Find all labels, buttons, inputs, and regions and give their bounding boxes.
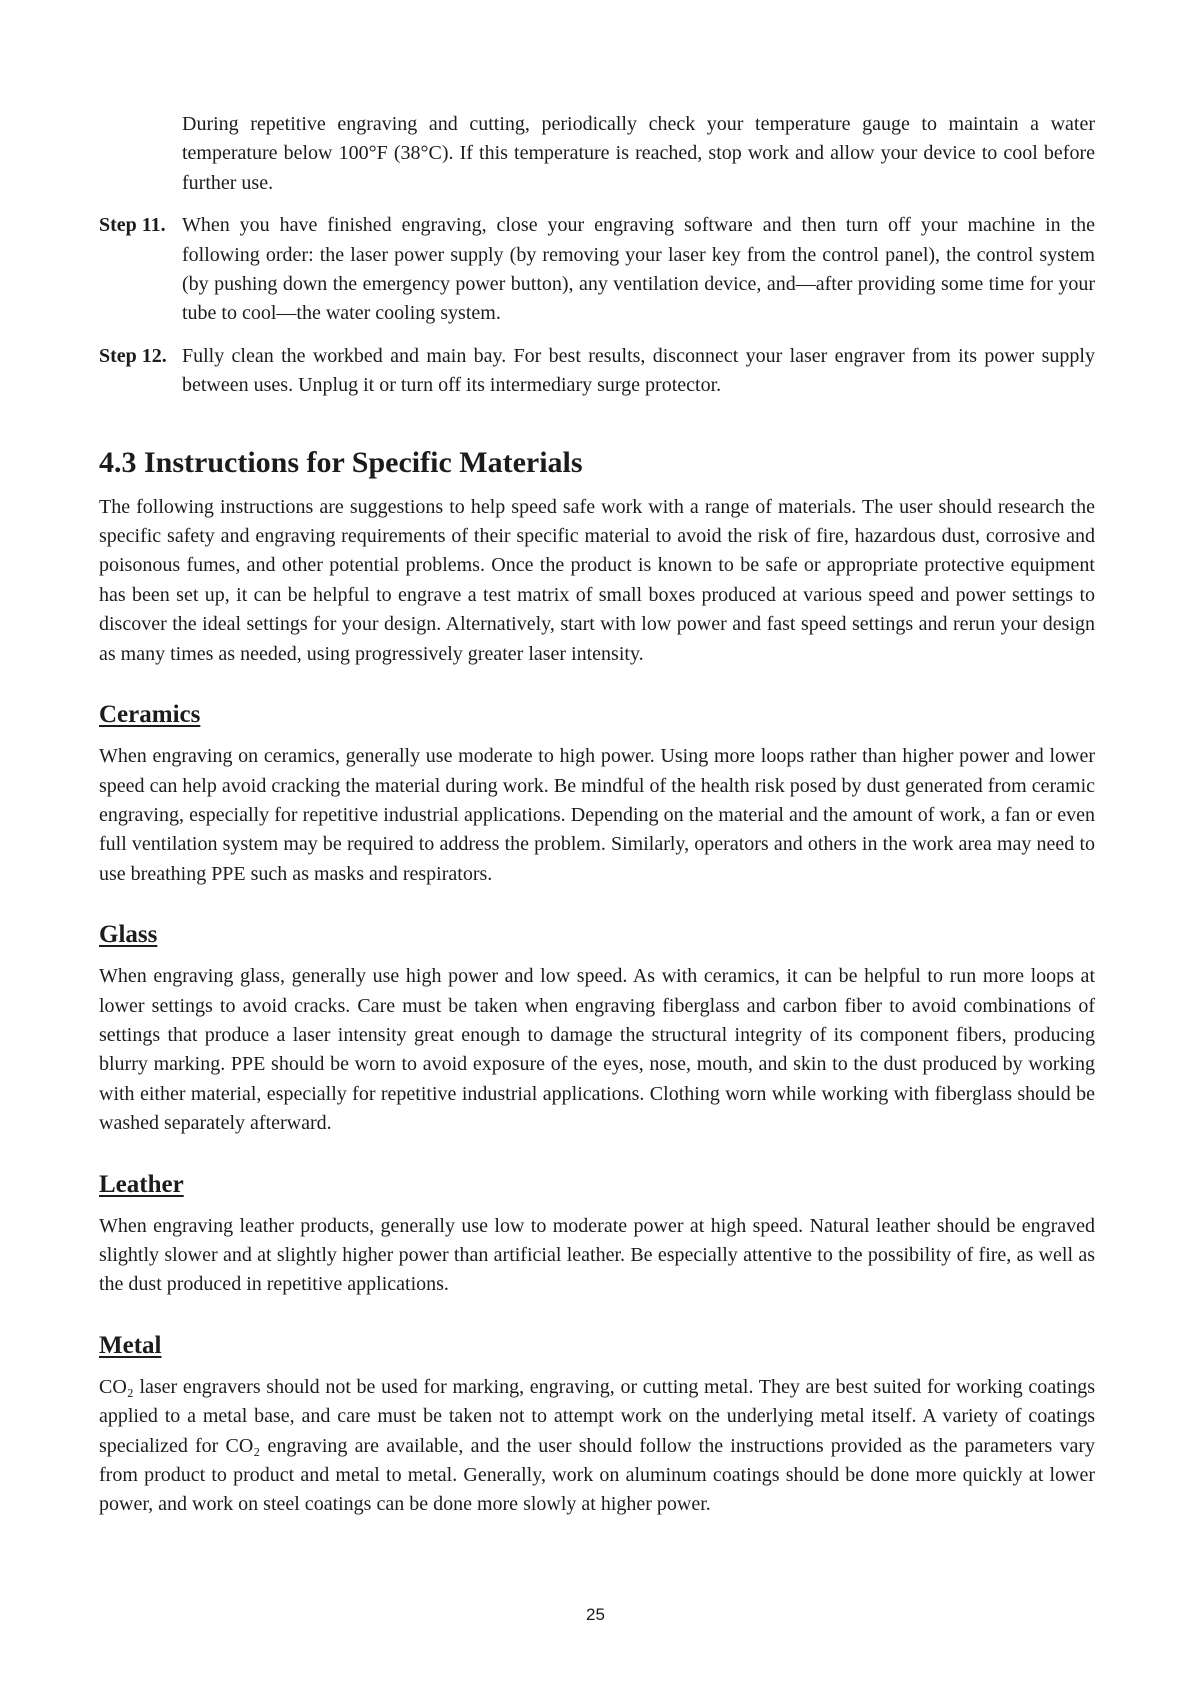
paragraph-leather: When engraving leather products, generally use low to moderate power at high speed. Natural leather should be engraved slightly slower and at slightly higher power than artificial leather. Be especially attentive to the possibility of fire, as well as the dust produced in repetitive applications. — [99, 1214, 1095, 1296]
step-12 — [99, 342, 1095, 401]
step-12-label: Step 12. — [99, 344, 167, 367]
heading-ceramics: Ceramics — [99, 701, 201, 729]
section-title: 4.3 Instructions for Specific Materials — [99, 445, 583, 479]
page-content — [99, 110, 1095, 1520]
paragraph-glass: When engraving glass, generally use high power and low speed. As with ceramics, it can be helpful to run more loops at lower settings to avoid cracks. Care must be taken when engraving fiberglass and carbon fiber to avoid combinations of settings that produce a laser intensity great enough to damage the structural integrity of its component fibers, producing blurry marking. PPE should be worn to avoid exposure of the eyes, nose, mouth, and skin to the dust produced by working with either material, especially for repetitive industrial applications. Clothing worn while working with fiberglass should be washed separately afterward. — [99, 965, 1095, 1135]
paragraph-ceramics: When engraving on ceramics, generally use moderate to high power. Using more loops rather than higher power and lower speed can help avoid cracking the material during work. Be mindful of the health risk posed by dust generated from ceramic engraving, especially for repetitive industrial applications. Depending on the material and the amount of work, a fan or even full ventilation system may be required to address the problem. Similarly, operators and others in the work area may need to use breathing PPE such as masks and respirators. — [99, 745, 1095, 885]
heading-glass: Glass — [99, 921, 158, 949]
heading-metal: Metal — [99, 1331, 162, 1359]
page-number: 25 — [586, 1605, 605, 1624]
step-11-text: When you have finished engraving, close your engraving software and then turn off your machine in the following order: the laser power supply (by removing your laser key from the control panel), the control system (by pushing down the emergency power button), any ventilation device, and—after providing some time for your tube to cool—the water cooling system. — [182, 214, 1095, 325]
step-10-continuation: During repetitive engraving and cutting, periodically check your temperature gauge to maintain a water temperature below 100°F (38°C). If this temperature is reached, stop work and allow your device to cool before further use. — [182, 113, 1095, 194]
section-intro: The following instructions are suggestions to help speed safe work with a range of materials. The user should research the specific safety and engraving requirements of their specific material to avoid the risk of fire, hazardous dust, corrosive and poisonous fumes, and other potential problems. Once the product is known to be safe or appropriate protective equipment has been set up, it can be helpful to engrave a test matrix of small boxes produced at various speed and power settings to discover the ideal settings for your design. Alternatively, start with low power and fast speed settings and rerun your design as many times as needed, using progressively greater laser intensity. — [99, 495, 1095, 665]
step-12-text: Fully clean the workbed and main bay. For best results, disconnect your laser engraver from its power supply between uses. Unplug it or turn off its intermediary surge protector. — [182, 344, 1095, 397]
step-11-label: Step 11. — [99, 214, 166, 237]
paragraph-metal: CO₂ laser engravers should not be used for marking, engraving, or cutting metal. They are best suited for working coatings applied to a metal base, and care must be taken not to attempt work on the underlying metal itself. A variety of coatings specialized for CO₂ engraving are available, and the user should follow the instructions provided as the parameters vary from product to product and metal to metal. Generally, work on aluminum coatings should be done more quickly at lower power, and work on steel coatings can be done more slowly at higher power. — [99, 1375, 1095, 1516]
heading-leather: Leather — [99, 1170, 184, 1198]
step-11 — [99, 211, 1095, 329]
